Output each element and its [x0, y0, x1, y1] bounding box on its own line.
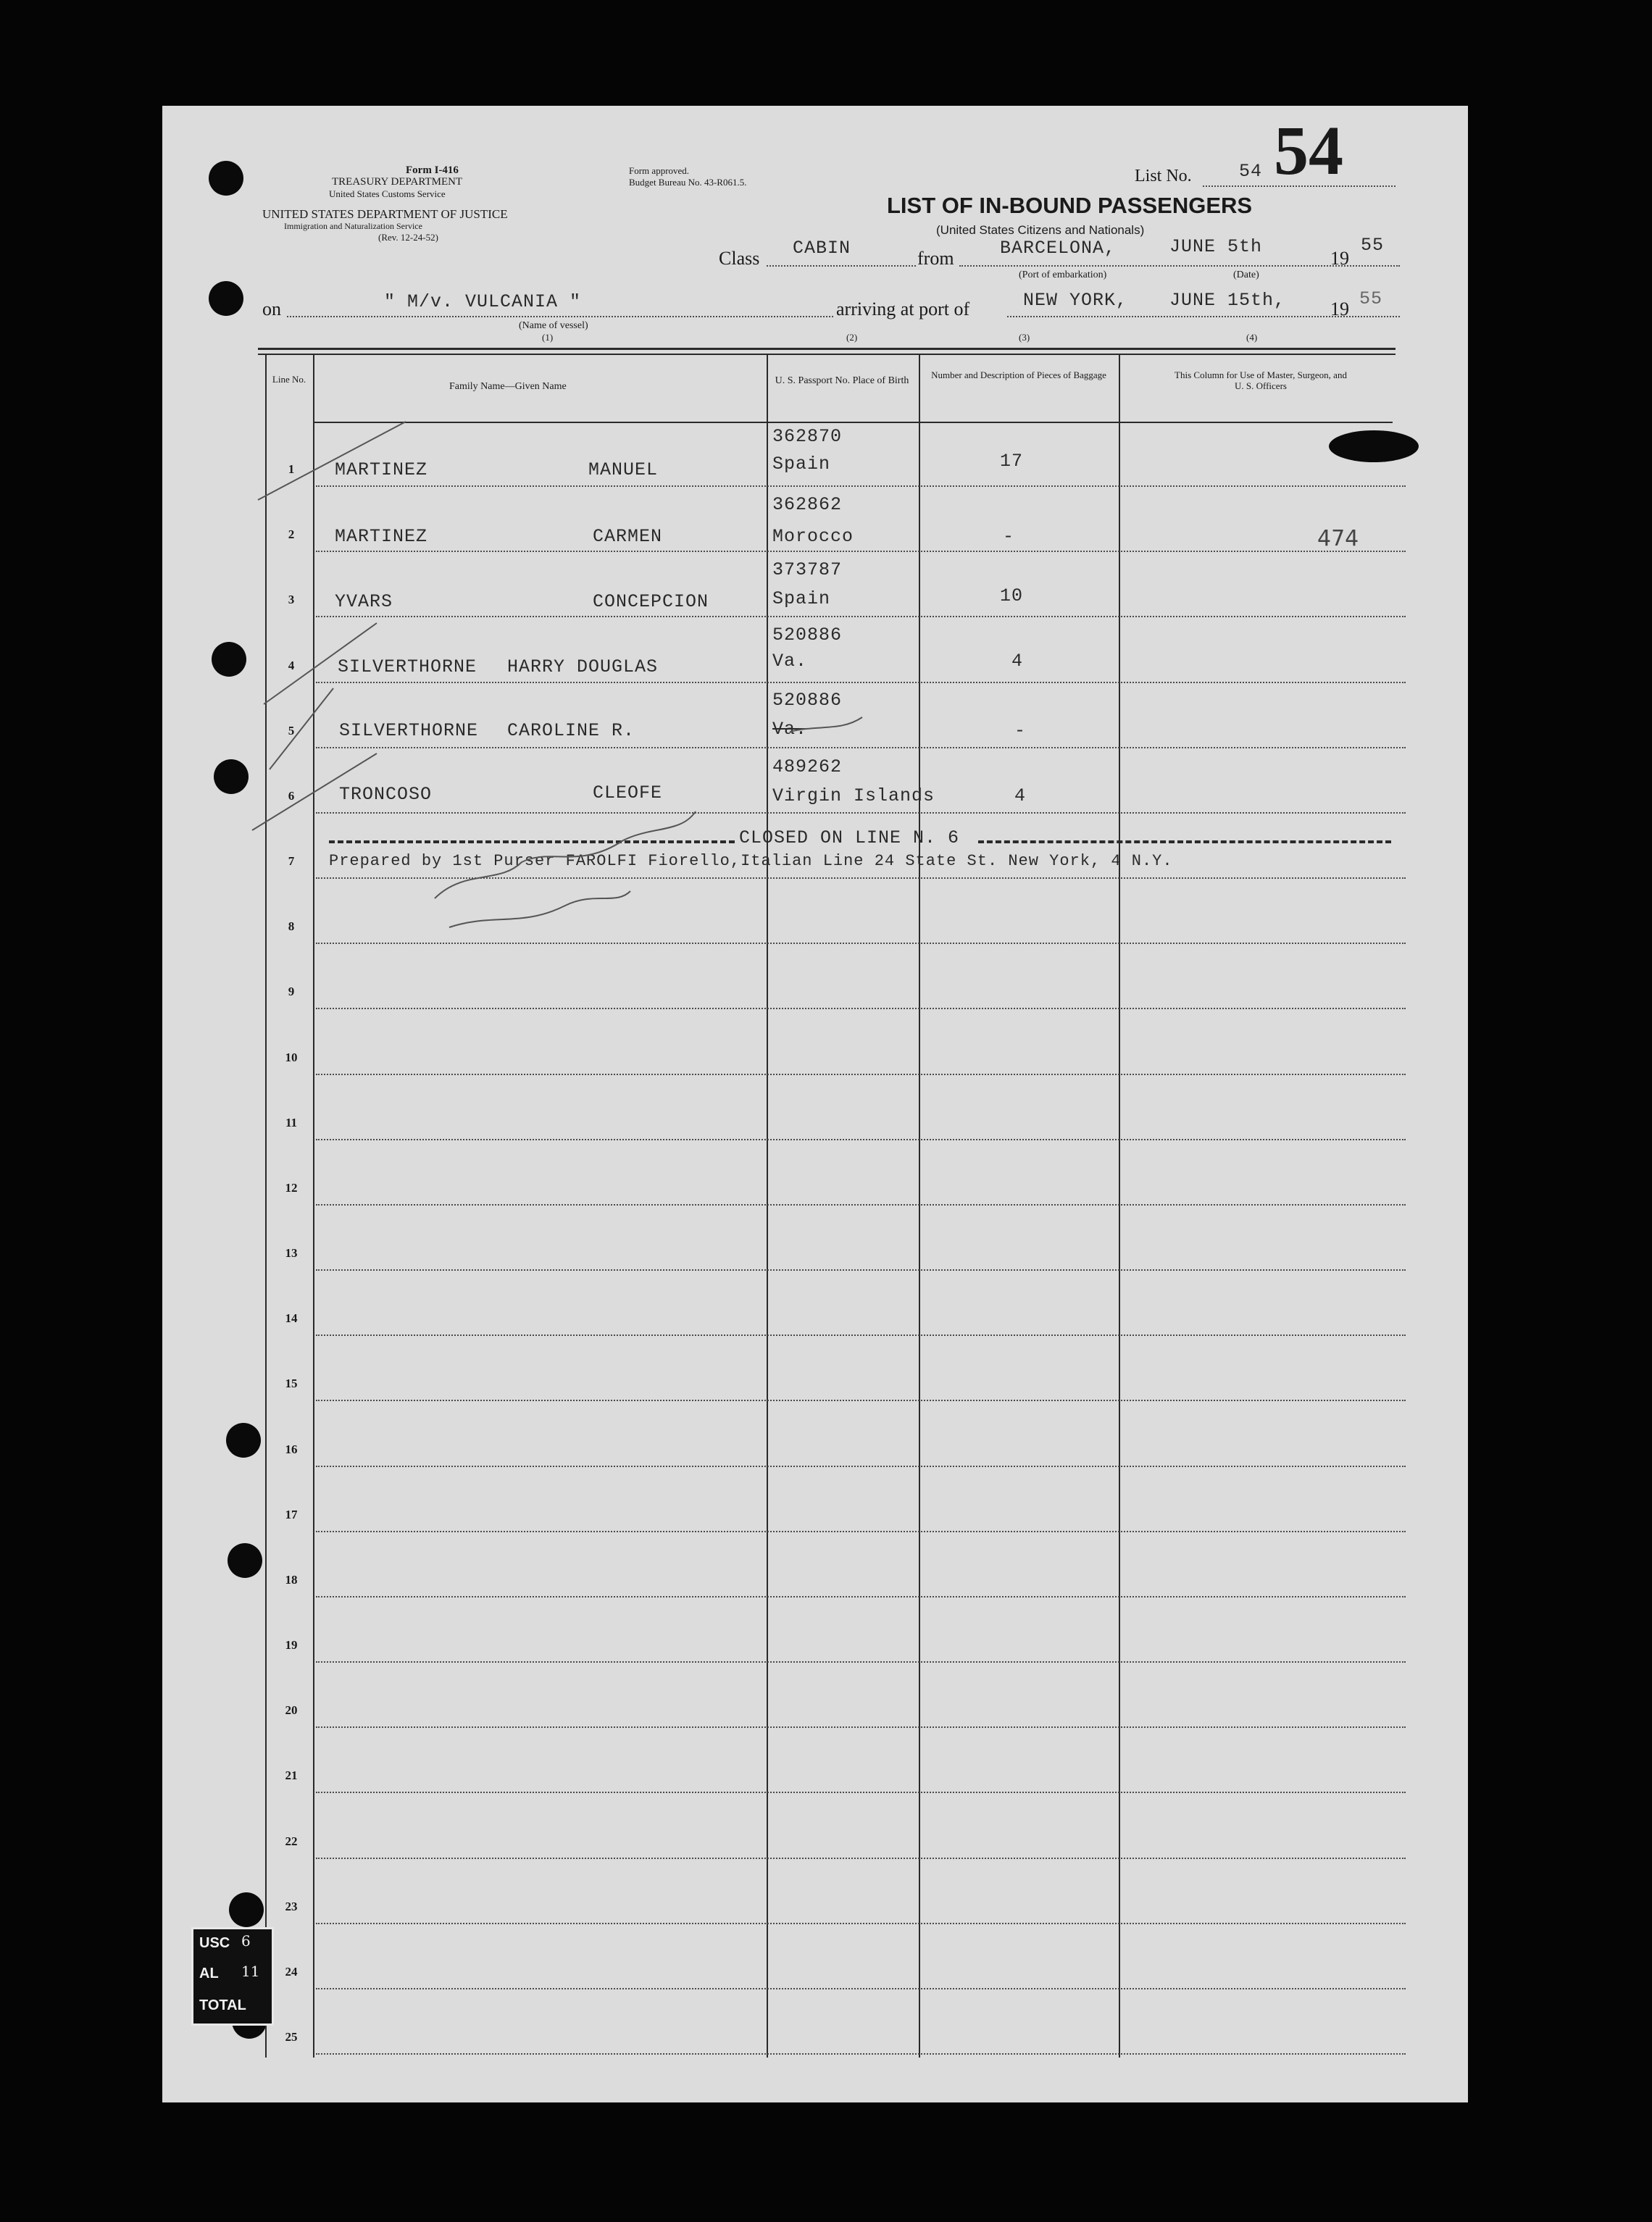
arrival-date: JUNE 15th,	[1169, 290, 1286, 311]
line-number: 20	[285, 1703, 298, 1718]
tally-total-label: TOTAL	[199, 1997, 246, 2013]
col-header-line: Line No.	[272, 374, 306, 385]
passenger-baggage: 4	[1014, 785, 1027, 806]
passenger-given-name: CLEOFE	[593, 782, 663, 803]
line-number: 8	[288, 919, 295, 934]
passenger-baggage: -	[1003, 526, 1015, 547]
tally-usc-label: USC	[199, 1935, 230, 1951]
passenger-birthplace: Spain	[772, 454, 831, 475]
department-of-justice: UNITED STATES DEPARTMENT OF JUSTICE	[262, 207, 508, 221]
manifest-subtitle: (United States Citizens and Nationals)	[936, 223, 1145, 237]
class-value: CABIN	[793, 238, 851, 259]
date-caption: (Date)	[1233, 270, 1259, 280]
signature-scribble	[435, 811, 696, 898]
departure-date: JUNE 5th	[1169, 236, 1263, 257]
line-number: 1	[288, 462, 295, 477]
line-number: 5	[288, 723, 295, 738]
line-number: 24	[285, 1964, 298, 1979]
class-label: Class	[719, 248, 760, 269]
line-number: 10	[285, 1050, 298, 1064]
passenger-family-name: MARTINEZ	[335, 526, 428, 547]
arriving-label: arriving at port of	[836, 298, 970, 319]
passenger-family-name: MARTINEZ	[335, 459, 428, 480]
passenger-family-name: SILVERTHORNE	[338, 656, 477, 677]
line-number: 2	[288, 527, 295, 542]
passenger-family-name: SILVERTHORNE	[339, 720, 479, 741]
line-number: 17	[285, 1507, 298, 1521]
arrival-port: NEW YORK,	[1023, 290, 1128, 311]
signature-scribble	[449, 891, 630, 927]
check-mark	[258, 422, 406, 500]
tally-al-label: AL	[199, 1966, 219, 1981]
line-number: 12	[285, 1180, 298, 1195]
line-number: 16	[285, 1442, 298, 1456]
list-no-typed: 54	[1239, 161, 1263, 182]
check-mark	[264, 623, 377, 704]
manifest-title: LIST OF IN-BOUND PASSENGERS	[887, 193, 1253, 218]
line-number: 15	[285, 1377, 298, 1391]
line-number: 18	[285, 1572, 298, 1587]
passenger-family-name: TRONCOSO	[339, 784, 433, 805]
closed-on-line: CLOSED ON LINE N. 6	[739, 827, 960, 848]
customs-service: United States Customs Service	[329, 188, 446, 199]
passenger-passport: 520886	[772, 690, 843, 711]
line-number: 4	[288, 658, 295, 672]
col-num-2: (2)	[846, 332, 858, 343]
passenger-passport: 362862	[772, 494, 843, 515]
passenger-baggage: 17	[1000, 451, 1024, 472]
signature-scribble	[790, 717, 862, 732]
passenger-birthplace: Va.	[772, 651, 808, 672]
passenger-passport: 373787	[772, 559, 843, 580]
passenger-baggage: 4	[1011, 651, 1024, 672]
line-number: 9	[288, 985, 295, 999]
col-num-1: (1)	[542, 332, 554, 343]
treasury-department: TREASURY DEPARTMENT	[332, 176, 463, 188]
check-mark	[252, 753, 377, 830]
tally-usc-value: 6	[241, 1932, 251, 1950]
check-mark	[270, 688, 333, 769]
arrival-year: 55	[1359, 288, 1383, 309]
col-num-4: (4)	[1246, 332, 1258, 343]
passenger-given-name: HARRY DOUGLAS	[507, 656, 659, 677]
revision-date: (Rev. 12-24-52)	[378, 232, 438, 243]
list-no-label: List No.	[1135, 167, 1192, 185]
on-label: on	[262, 298, 281, 319]
tally-stamp	[191, 1927, 274, 2026]
passenger-birthplace: Va.	[772, 719, 808, 740]
passenger-birthplace: Morocco	[772, 526, 854, 547]
line-number: 23	[285, 1899, 298, 1913]
passenger-passport: 520886	[772, 625, 843, 646]
line-number: 19	[285, 1638, 298, 1653]
tally-al-value: 11	[241, 1963, 260, 1980]
col-header-name: Family Name—Given Name	[449, 381, 567, 392]
passenger-given-name: CAROLINE R.	[507, 720, 635, 741]
passenger-given-name: MANUEL	[588, 459, 659, 480]
line-number: 22	[285, 1834, 298, 1848]
passenger-passport: 362870	[772, 426, 843, 447]
col-header-officers: This Column for Use of Master, Surgeon, and U. S. Officers	[1175, 369, 1347, 391]
passenger-passport: 489262	[772, 756, 843, 777]
passenger-baggage: 10	[1000, 585, 1024, 606]
budget-bureau: Budget Bureau No. 43-R061.5.	[629, 177, 747, 188]
passenger-birthplace: Spain	[772, 588, 831, 609]
prepared-by: Prepared by 1st Purser FAROLFI Fiorello,Italian Line 24 State St. New York, 4 N.Y.	[329, 852, 1173, 870]
col-header-baggage: Number and Description of Pieces of Baggage	[931, 369, 1106, 380]
from-label: from	[917, 248, 954, 269]
vessel-caption: (Name of vessel)	[519, 320, 588, 331]
line-number: 13	[285, 1246, 298, 1261]
line-number: 25	[285, 2030, 298, 2044]
departure-year: 55	[1361, 235, 1385, 256]
year-prefix-1: 19	[1330, 248, 1349, 269]
passenger-baggage: -	[1014, 720, 1027, 741]
col-num-3: (3)	[1019, 332, 1030, 343]
form-approved: Form approved.	[629, 165, 690, 176]
ink-blot	[1329, 430, 1419, 462]
line-number: 11	[285, 1115, 298, 1129]
from-port: BARCELONA,	[1000, 238, 1117, 259]
vessel-name: " M/v. VULCANIA "	[384, 291, 582, 312]
passenger-given-name: CONCEPCION	[593, 591, 709, 612]
passenger-birthplace: Virgin Islands	[772, 785, 935, 806]
passenger-family-name: YVARS	[335, 591, 393, 612]
year-prefix-2: 19	[1330, 298, 1349, 319]
line-number: 6	[288, 788, 295, 803]
line-number: 7	[288, 854, 295, 869]
line-number: 3	[288, 593, 295, 607]
line-number: 14	[285, 1311, 298, 1326]
ins-service: Immigration and Naturalization Service	[284, 221, 422, 231]
list-no-stamp: 54	[1274, 112, 1343, 189]
officer-note: 474	[1317, 526, 1359, 551]
port-embark-caption: (Port of embarkation)	[1019, 270, 1107, 280]
line-number: 21	[285, 1768, 298, 1783]
form-number: Form I-416	[406, 164, 459, 176]
passenger-given-name: CARMEN	[593, 526, 663, 547]
col-header-passport: U. S. Passport No. Place of Birth	[775, 375, 909, 386]
